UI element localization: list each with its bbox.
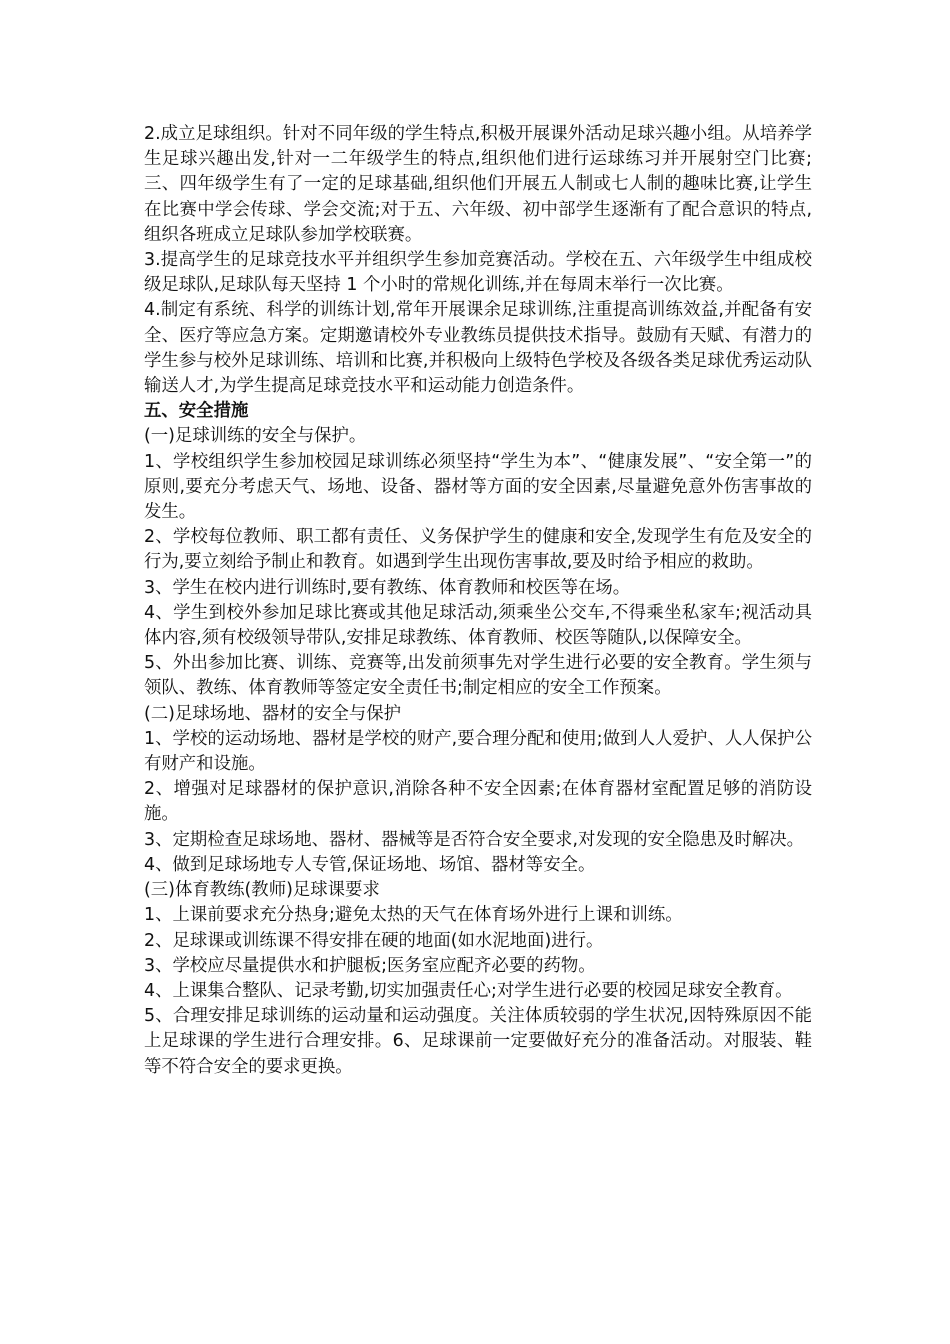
subheading-training-safety: (一)足球训练的安全与保护。 (144, 426, 367, 447)
list-item: 4、上课集合整队、记录考勤,切实加强责任心;对学生进行必要的校园足球安全教育。 (144, 980, 793, 1001)
list-item: 5、外出参加比赛、训练、竞赛等,出发前须事先对学生进行必要的安全教育。学生须与领队、教练、体育教师等签定安全责任书;制定相应的安全工作预案。 (144, 653, 812, 699)
list-item: 5、合理安排足球训练的运动量和运动强度。关注体质较弱的学生状况,因特殊原因不能上足球课的学生进行合理安排。6、足球课前一定要做好充分的准备活动。对服装、鞋等不符合安全的要求更换。 (144, 1006, 812, 1077)
list-item: 3、学校应尽量提供水和护腿板;医务室应配齐必要的药物。 (144, 955, 596, 976)
list-item: 1、学校的运动场地、器材是学校的财产,要合理分配和使用;做到人人爱护、人人保护公有财产和设施。 (144, 728, 812, 775)
list-item: 4、做到足球场地专人专管,保证场地、场馆、器材等安全。 (144, 854, 596, 875)
subheading-field-equipment-safety: (二)足球场地、器材的安全与保护 (144, 703, 402, 724)
list-item: 1、学校组织学生参加校园足球训练必须坚持“学生为本”、“健康发展”、“安全第一”的原则,要充分考虑天气、场地、设备、器材等方面的安全因素,尽量避免意外伤害事故的发生。 (144, 451, 812, 523)
subheading-coach-requirements: (三)体育教练(教师)足球课要求 (144, 880, 380, 901)
list-item: 3、定期检查足球场地、器材、器械等是否符合安全要求,对发现的安全隐患及时解决。 (144, 829, 805, 850)
list-item: 2、增强对足球器材的保护意识,消除各种不安全因素;在体育器材室配置足够的消防设施。 (144, 779, 812, 825)
list-item: 4、学生到校外参加足球比赛或其他足球活动,须乘坐公交车,不得乘坐私家车;视活动具体内容,须有校级领导带队,安排足球教练、体育教师、校医等随队,以保障安全。 (144, 602, 812, 649)
list-item: 1、上课前要求充分热身;避免太热的天气在体育场外进行上课和训练。 (144, 905, 683, 926)
list-item: 3、学生在校内进行训练时,要有教练、体育教师和校医等在场。 (144, 577, 631, 598)
list-item: 2、足球课或训练课不得安排在硬的地面(如水泥地面)进行。 (144, 930, 604, 951)
paragraph-competition-level: 3.提高学生的足球竞技水平并组织学生参加竞赛活动。学校在五、六年级学生中组成校级足球队,足球队每天坚持 1 个小时的常规化训练,并在每周末举行一次比赛。 (144, 250, 812, 296)
paragraph-training-plan: 4.制定有系统、科学的训练计划,常年开展课余足球训练,注重提高训练效益,并配备有安全、医疗等应急方案。定期邀请校外专业教练员提供技术指导。鼓励有天赋、有潜力的学生参与校外足球训练、培训和比赛,并积极向上级特色学校及各级各类足球优秀运动队输送人才,为学生提高足球竞技水平和运动能力创造条件。 (144, 300, 812, 397)
section-heading-safety: 五、安全措施 (144, 401, 249, 422)
paragraph-football-organization: 2.成立足球组织。针对不同年级的学生特点,积极开展课外活动足球兴趣小组。从培养学生足球兴趣出发,针对一二年级学生的特点,组织他们进行运球练习并开展射空门比赛;三、四年级学生有了一定的足球基础,组织他们开展五人制或七人制的趣味比赛,让学生在比赛中学会传球、学会交流;对于五、六年级、初中部学生逐渐有了配合意识的特点,组织各班成立足球队参加学校联赛。 (144, 124, 812, 245)
list-item: 2、学校每位教师、职工都有责任、义务保护学生的健康和安全,发现学生有危及安全的行为,要立刻给予制止和教育。如遇到学生出现伤害事故,要及时给予相应的救助。 (144, 527, 812, 573)
document-body (144, 122, 812, 1080)
